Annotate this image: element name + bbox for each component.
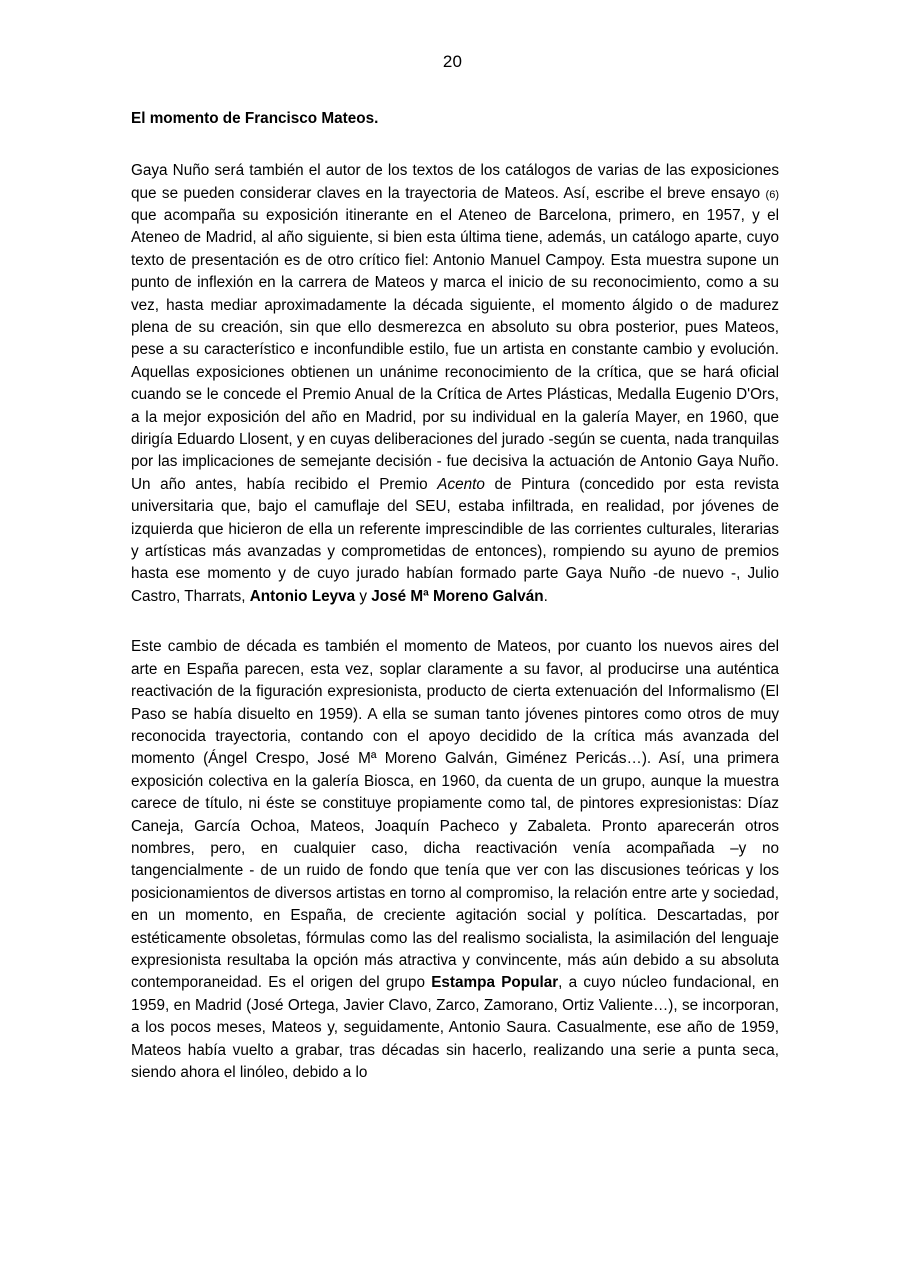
page-content: [131, 108, 779, 1084]
paragraph-2-text-part-2: , a cuyo núcleo fundacional, en 1959, en Madrid (José Ortega, Javier Clavo, Zarco, Zamorano, Ortiz Valiente…), se incorporan, a los pocos meses, Mateos y, seguidamente, Antonio Saura. Casualmente, ese año de 1959, Mateos había vuelto a grabar, tras décadas sin hacerlo, realizando una serie a punta seca, siendo ahora el linóleo, debido a lo: [131, 974, 779, 1082]
section-heading: El momento de Francisco Mateos.: [131, 110, 379, 127]
page-number: 20: [442, 52, 463, 71]
paragraph-spacer: [131, 608, 779, 636]
body-paragraph-1: [131, 160, 779, 608]
paragraph-2-text-part-1: Este cambio de década es también el momento de Mateos, por cuanto los nuevos aires del arte en España parecen, esta vez, soplar claramente a su favor, al producirse una auténtica reactivación de la figuración expresionista, producto de cierta extenuación del Informalismo (El Paso se había disuelto en 1959). A ella se suman tanto jóvenes pintores como otros de muy reconocida trayectoria, contando con el apoyo decidido de la crítica más avanzada del momento (Ángel Crespo, José Mª Moreno Galván, Giménez Pericás…). Así, una primera exposición colectiva en la galería Biosca, en 1960, da cuenta de un grupo, aunque la muestra carece de título, ni éste se constituye propiamente como tal, de pintores expresionistas: Díaz Caneja, García Ochoa, Mateos, Joaquín Pacheco y Zabaleta. Pronto aparecerán otros nombres, pero, en cualquier caso, dicha reactivación venía acompañada –y no tangencialmente - de un ruido de fondo que tenía que ver con las discusiones teóricas y los posicionamientos de diversos artistas en torno al compromiso, la relación entre arte y sociedad, en un momento, en España, de creciente agitación social y política. Descartadas, por estéticamente obsoletas, fórmulas como las del realismo socialista, la asimilación del lenguaje expresionista resultaba la opción más atractiva y convincente, más aún debido a su absoluta contemporaneidad. Es el origen del grupo: [131, 638, 779, 992]
paragraph-1-bold-moreno-galvan: José Mª Moreno Galván: [371, 587, 544, 605]
body-paragraph-2: [131, 636, 779, 1084]
paragraph-1-text-part-5: .: [543, 587, 548, 605]
paragraph-1-italic-acento: Acento: [437, 475, 485, 493]
paragraph-1-bold-antonio-leyva: Antonio Leyva: [249, 587, 356, 605]
footnote-reference-6: (6): [765, 188, 779, 201]
paragraph-1-text-part-1: Gaya Nuño será también el autor de los textos de los catálogos de varias de las exposiciones que se pueden considerar claves en la trayectoria de Mateos. Así, escribe el breve ensayo: [131, 162, 779, 202]
paragraph-1-text-part-2: que acompaña su exposición itinerante en el Ateneo de Barcelona, primero, en 1957, y el Ateneo de Madrid, al año siguiente, si bien esta última tiene, además, un catálogo aparte, cuyo texto de presentación es de otro crítico fiel: Antonio Manuel Campoy. Esta muestra supone un punto de inflexión en la carrera de Mateos y marca el inicio de su reconocimiento, como a su vez, hasta mediar aproximadamente la década siguiente, el momento álgido o de madurez plena de su creación, sin que ello desmerezca en absoluto su obra posterior, pues Mateos, pese a su característico e inconfundible estilo, fue un artista en constante cambio y evolución. Aquellas exposiciones obtienen un unánime reconocimiento de la crítica, que se hará oficial cuando se le concede el Premio Anual de la Crítica de Artes Plásticas, Medalla Eugenio D'Ors, a la mejor exposición del año en Madrid, por su individual en la galería Mayer, en 1960, que dirigía Eduardo Llosent, y en cuyas deliberaciones del jurado -según se cuenta, nada tranquilas por las implicaciones de semejante decisión - fue decisiva la actuación de Antonio Gaya Nuño. Un año antes, había recibido el Premio: [131, 206, 779, 493]
paragraph-1-text-part-3: de Pintura (concedido por esta revista universitaria que, bajo el camuflaje del SEU, estaba infiltrada, en realidad, por jóvenes de izquierda que hicieron de ella un referente imprescindible de las corrientes culturales, literarias y artísticas más avanzadas y comprometidas de entonces), rompiendo su ayuno de premios hasta ese momento y de cuyo jurado habían formado parte Gaya Nuño -de nuevo -, Julio Castro, Tharrats,: [131, 475, 779, 605]
paragraph-1-text-part-4: y: [355, 587, 372, 605]
heading-spacer: [131, 130, 779, 160]
paragraph-2-bold-estampa-popular: Estampa Popular: [431, 974, 559, 992]
